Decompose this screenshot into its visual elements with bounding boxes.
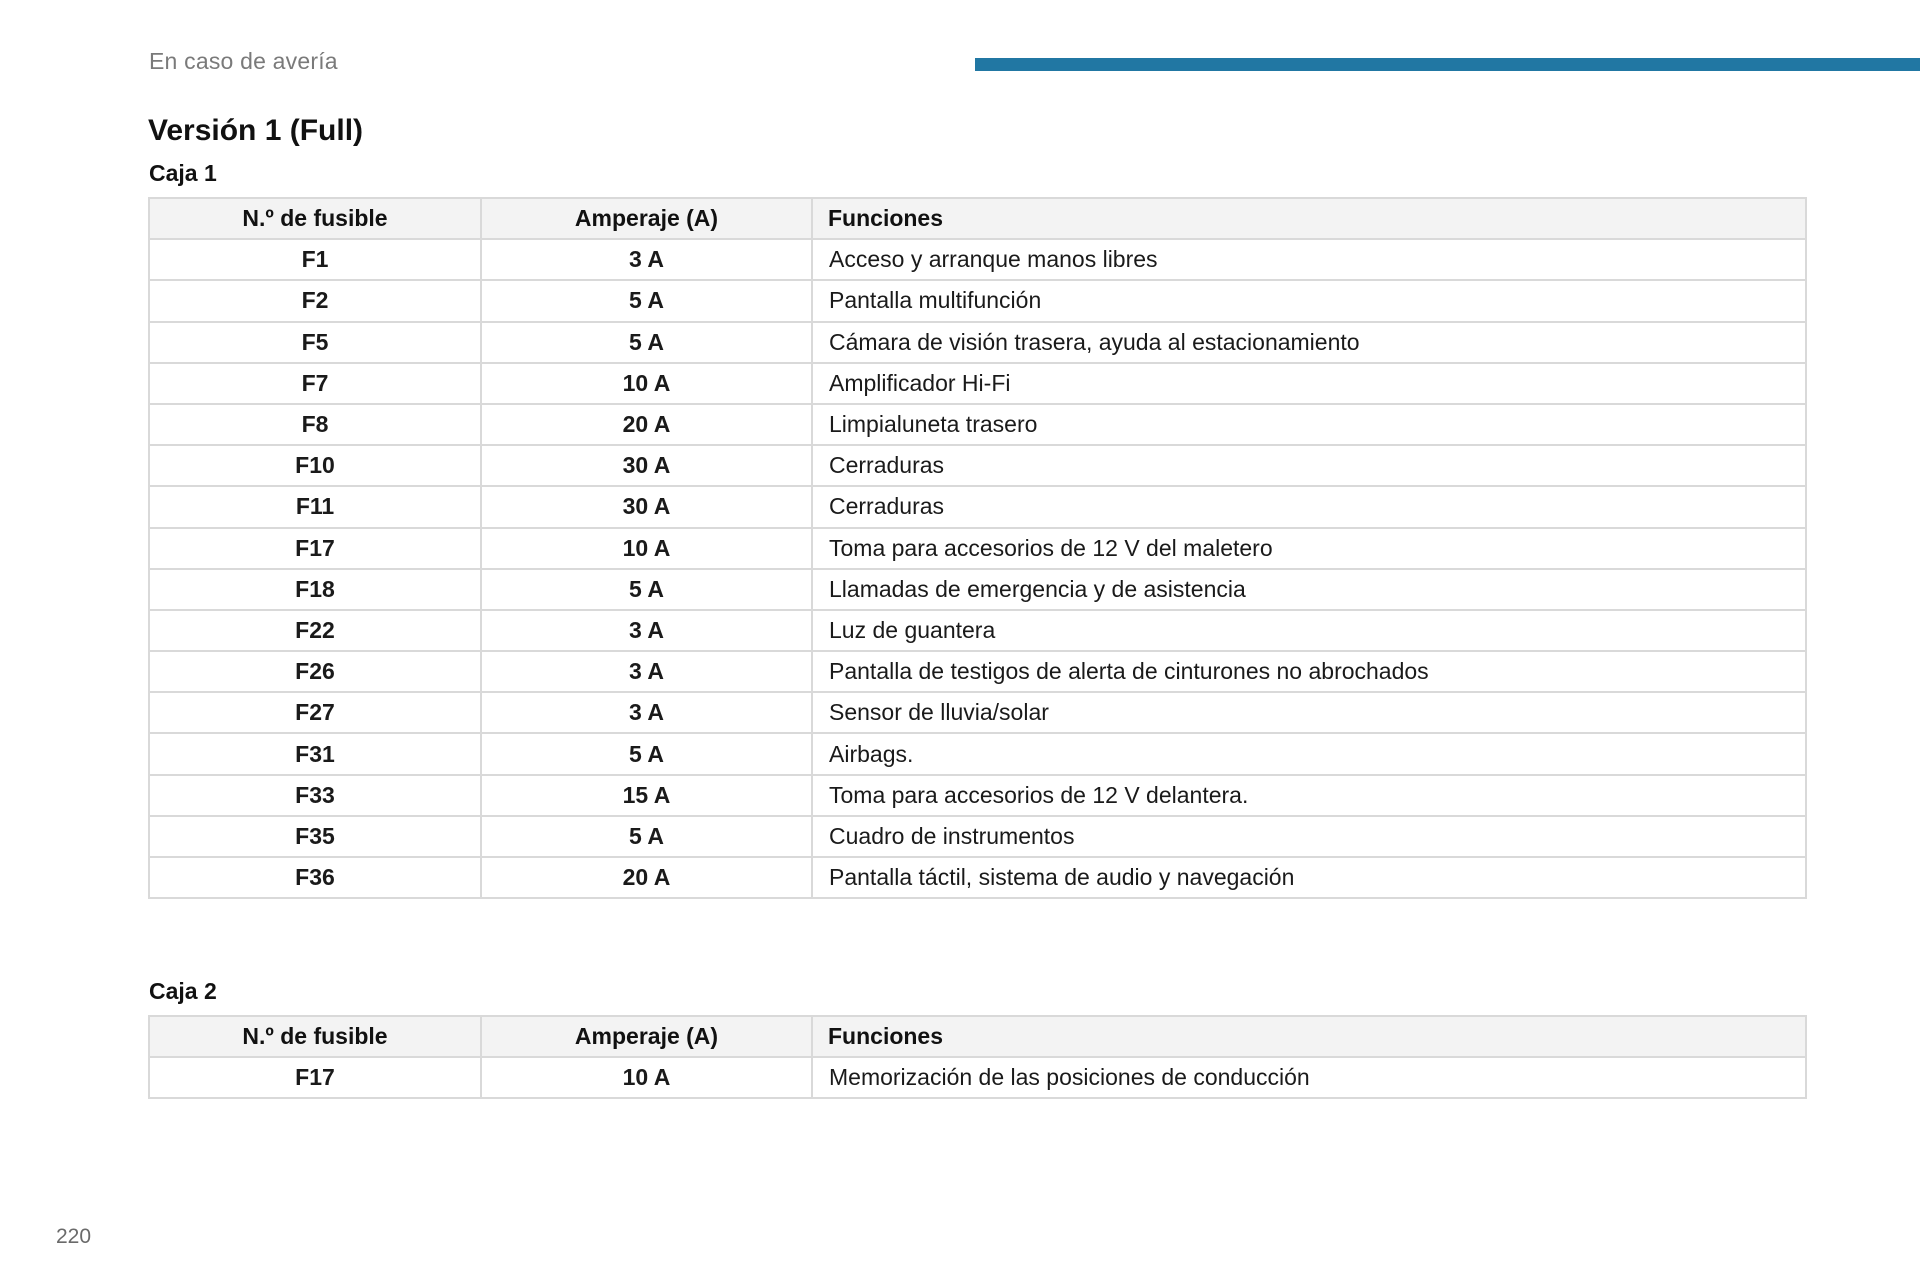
table-row	[149, 651, 1806, 692]
table-row	[149, 486, 1806, 527]
table-row	[149, 404, 1806, 445]
amperage-cell: 20 A	[481, 404, 812, 445]
function-cell: Airbags.	[812, 733, 1806, 774]
amperage-cell: 15 A	[481, 775, 812, 816]
fuse-number-cell: F2	[149, 280, 481, 321]
amperage-cell: 5 A	[481, 816, 812, 857]
fuse-number-cell: F7	[149, 363, 481, 404]
fuse-number-cell: F8	[149, 404, 481, 445]
amperage-cell: 10 A	[481, 363, 812, 404]
column-header-fuse: N.º de fusible	[149, 198, 481, 239]
column-header-functions: Funciones	[812, 1016, 1806, 1057]
table-row	[149, 363, 1806, 404]
box1-table-body	[149, 239, 1806, 898]
function-cell: Toma para accesorios de 12 V del maletero	[812, 528, 1806, 569]
box2-fuse-table	[148, 1015, 1807, 1099]
amperage-cell: 20 A	[481, 857, 812, 898]
function-cell: Llamadas de emergencia y de asistencia	[812, 569, 1806, 610]
column-header-amperage: Amperaje (A)	[481, 198, 812, 239]
column-header-fuse: N.º de fusible	[149, 1016, 481, 1057]
amperage-cell: 30 A	[481, 486, 812, 527]
table-row	[149, 445, 1806, 486]
amperage-cell: 3 A	[481, 239, 812, 280]
box1-title: Caja 1	[149, 160, 217, 186]
table-header-row	[149, 1016, 1806, 1057]
page-number: 220	[56, 1225, 92, 1248]
fuse-number-cell: F22	[149, 610, 481, 651]
fuse-number-cell: F5	[149, 322, 481, 363]
table-row	[149, 692, 1806, 733]
amperage-cell: 10 A	[481, 1057, 812, 1098]
fuse-number-cell: F31	[149, 733, 481, 774]
amperage-cell: 10 A	[481, 528, 812, 569]
function-cell: Toma para accesorios de 12 V delantera.	[812, 775, 1806, 816]
section-header: En caso de avería	[149, 48, 338, 74]
fuse-number-cell: F35	[149, 816, 481, 857]
column-header-functions: Funciones	[812, 198, 1806, 239]
table-row	[149, 1057, 1806, 1098]
box1-fuse-table	[148, 197, 1807, 899]
function-cell: Pantalla multifunción	[812, 280, 1806, 321]
amperage-cell: 5 A	[481, 280, 812, 321]
table-row	[149, 528, 1806, 569]
function-cell: Cerraduras	[812, 486, 1806, 527]
header-accent-bar	[975, 58, 1920, 71]
fuse-number-cell: F17	[149, 1057, 481, 1098]
function-cell: Pantalla táctil, sistema de audio y navegación	[812, 857, 1806, 898]
table-row	[149, 816, 1806, 857]
table-row	[149, 610, 1806, 651]
table-row	[149, 322, 1806, 363]
fuse-number-cell: F11	[149, 486, 481, 527]
fuse-number-cell: F36	[149, 857, 481, 898]
function-cell: Acceso y arranque manos libres	[812, 239, 1806, 280]
table-row	[149, 775, 1806, 816]
function-cell: Luz de guantera	[812, 610, 1806, 651]
fuse-number-cell: F10	[149, 445, 481, 486]
function-cell: Cámara de visión trasera, ayuda al estacionamiento	[812, 322, 1806, 363]
function-cell: Cerraduras	[812, 445, 1806, 486]
box2-title: Caja 2	[149, 978, 217, 1004]
fuse-number-cell: F27	[149, 692, 481, 733]
table-row	[149, 733, 1806, 774]
function-cell: Memorización de las posiciones de conducción	[812, 1057, 1806, 1098]
function-cell: Amplificador Hi-Fi	[812, 363, 1806, 404]
box2-table-body	[149, 1057, 1806, 1098]
amperage-cell: 5 A	[481, 322, 812, 363]
function-cell: Limpialuneta trasero	[812, 404, 1806, 445]
amperage-cell: 5 A	[481, 733, 812, 774]
table-row	[149, 857, 1806, 898]
table-header-row	[149, 198, 1806, 239]
amperage-cell: 3 A	[481, 692, 812, 733]
function-cell: Pantalla de testigos de alerta de cinturones no abrochados	[812, 651, 1806, 692]
table-row	[149, 239, 1806, 280]
fuse-number-cell: F17	[149, 528, 481, 569]
table-row	[149, 569, 1806, 610]
column-header-amperage: Amperaje (A)	[481, 1016, 812, 1057]
version-title: Versión 1 (Full)	[148, 114, 364, 147]
fuse-number-cell: F1	[149, 239, 481, 280]
fuse-number-cell: F18	[149, 569, 481, 610]
fuse-number-cell: F33	[149, 775, 481, 816]
table-row	[149, 280, 1806, 321]
amperage-cell: 5 A	[481, 569, 812, 610]
amperage-cell: 3 A	[481, 610, 812, 651]
function-cell: Cuadro de instrumentos	[812, 816, 1806, 857]
fuse-number-cell: F26	[149, 651, 481, 692]
function-cell: Sensor de lluvia/solar	[812, 692, 1806, 733]
amperage-cell: 30 A	[481, 445, 812, 486]
amperage-cell: 3 A	[481, 651, 812, 692]
